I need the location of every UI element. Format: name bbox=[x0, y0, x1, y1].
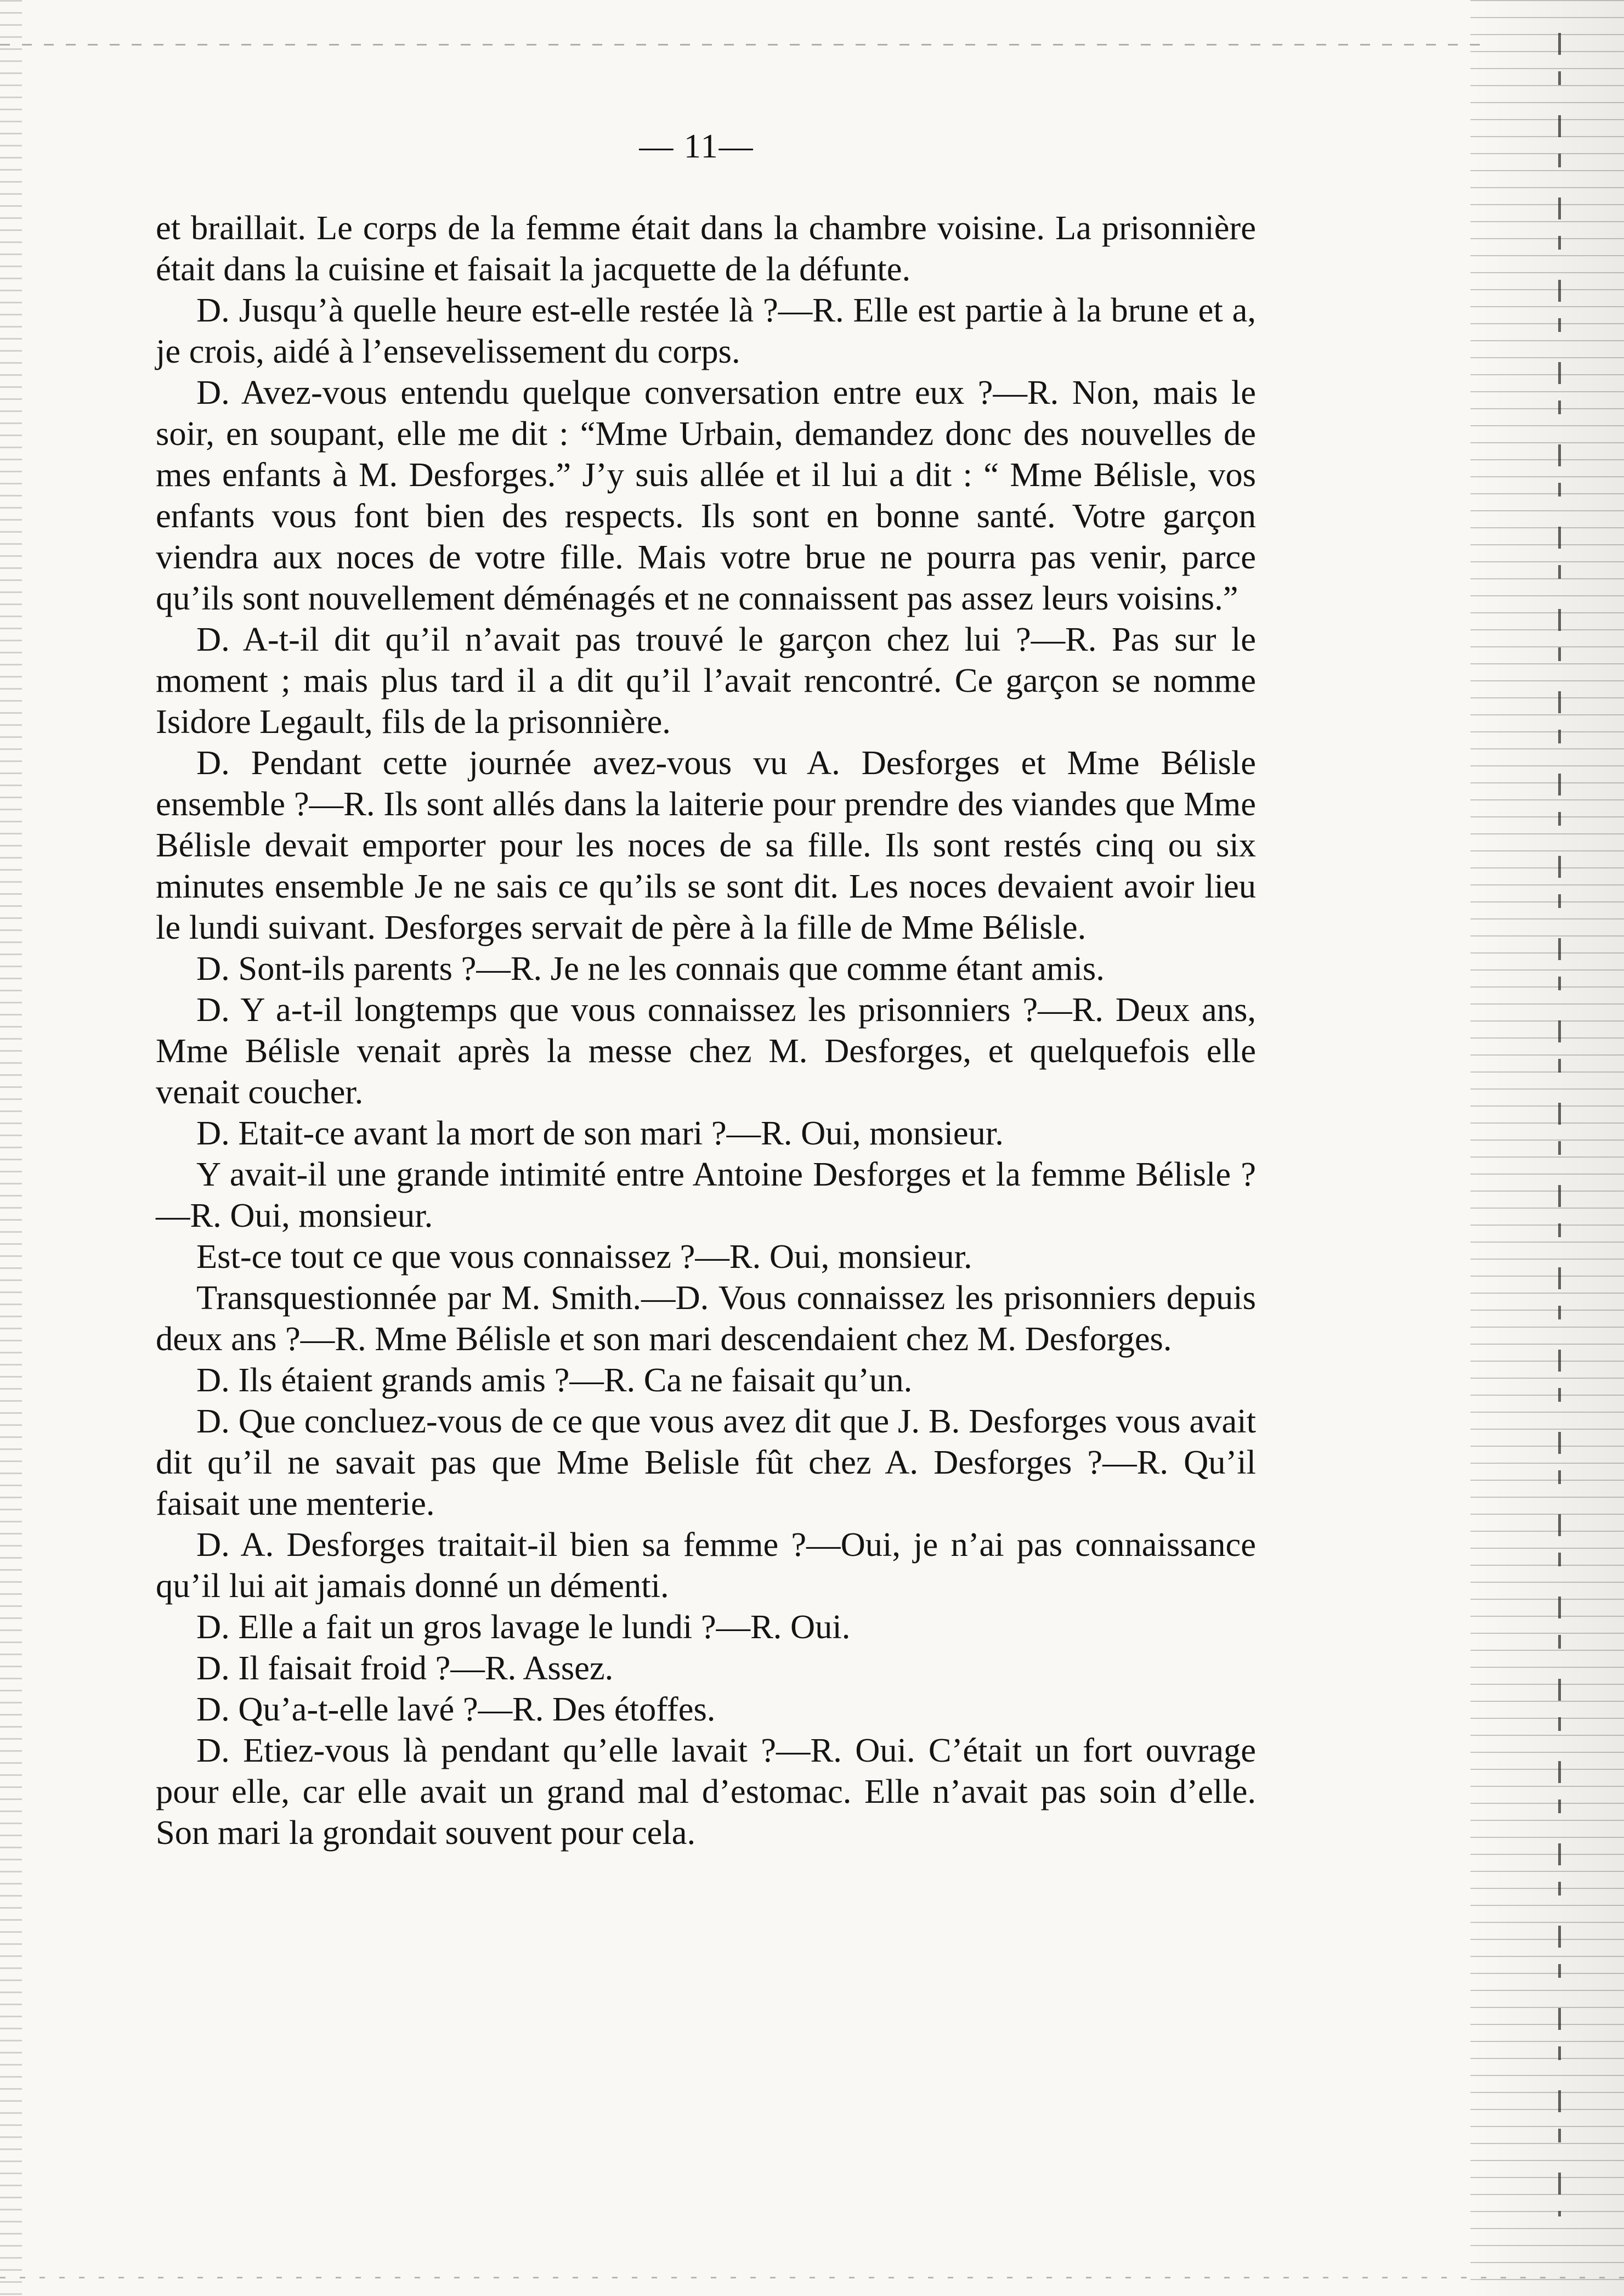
paragraph: D. Qu’a-t-elle lavé ?—R. Des étoffes. bbox=[196, 1690, 716, 1728]
paragraph: D. Sont-ils parents ?—R. Je ne les connais que comme étant amis. bbox=[196, 949, 1105, 988]
paragraph: D. Etait-ce avant la mort de son mari ?—R. Oui, monsieur. bbox=[196, 1114, 1004, 1152]
paragraph: D. A-t-il dit qu’il n’avait pas trouvé le garçon chez lui ?—R. Pas sur le moment ; mais plus tard il a dit qu’il l’avait rencontré. Ce garçon se nomme Isidore Legault, fils de la prisonnière. bbox=[156, 620, 1256, 741]
paragraph: Est-ce tout ce que vous connaissez ?—R. Oui, monsieur. bbox=[196, 1237, 972, 1276]
paragraph: D. Y a-t-il longtemps que vous connaissez les prisonniers ?—R. Deux ans, Mme Bélisle venait après la messe chez M. Desforges, et quelquefois elle venait coucher. bbox=[156, 990, 1256, 1111]
scan-bottom-noise bbox=[0, 2277, 1624, 2278]
paragraph: D. Etiez-vous là pendant qu’elle lavait ?—R. Oui. C’était un fort ouvrage pour elle, car elle avait un grand mal d’estomac. Elle n’avait pas soin d’elle. Son mari la grondait souvent pour cela. bbox=[156, 1731, 1256, 1852]
paragraph: Transquestionnée par M. Smith.—D. Vous connaissez les prisonniers depuis deux ans ?—R. Mme Bélisle et son mari descendaient chez M. Desforges. bbox=[156, 1278, 1256, 1358]
paragraph: D. Que concluez-vous de ce que vous avez dit que J. B. Desforges vous avait dit qu’il ne savait pas que Mme Belisle fût chez A. Desforges ?—R. Qu’il faisait une menterie. bbox=[156, 1402, 1256, 1522]
body-text bbox=[156, 207, 1256, 1853]
scan-left-edge bbox=[0, 0, 22, 2296]
paragraph: D. Pendant cette journée avez-vous vu A. Desforges et Mme Bélisle ensemble ?—R. Ils sont allés dans la laiterie pour prendre des viandes que Mme Bélisle devait emporter pour les noces de sa fille. Ils sont restés cinq ou six minutes ensemble Je ne sais ce qu’ils se sont dit. Les noces devaient avoir lieu le lundi suivant. Desforges servait de père à la fille de Mme Bélisle. bbox=[156, 743, 1256, 946]
paragraph: Y avait-il une grande intimité entre Antoine Desforges et la femme Bélisle ?—R. Oui, monsieur. bbox=[156, 1155, 1256, 1234]
paragraph: D. Elle a fait un gros lavage le lundi ?—R. Oui. bbox=[196, 1607, 851, 1646]
scan-top-noise bbox=[0, 44, 1481, 46]
page-number: — 11— bbox=[639, 128, 754, 165]
paragraph: D. A. Desforges traitait-il bien sa femme ?—Oui, je n’ai pas connaissance qu’il lui ait jamais donné un démenti. bbox=[156, 1525, 1256, 1605]
paragraph: et braillait. Le corps de la femme était dans la chambre voisine. La prisonnière était dans la cuisine et faisait la jacquette de la défunte. bbox=[156, 208, 1256, 288]
binding-edge-rule bbox=[1558, 33, 1561, 2216]
paragraph: D. Avez-vous entendu quelque conversation entre eux ?—R. Non, mais le soir, en soupant, elle me dit : “Mme Urbain, demandez donc des nouvelles de mes enfants à M. Desforges.” J’y suis allée et il lui a dit : “ Mme Bélisle, vos enfants vous font bien des respects. Ils sont en bonne santé. Votre garçon viendra aux noces de votre fille. Mais votre brue ne pourra pas venir, parce qu’ils sont nouvellement déménagés et ne connaissent pas assez leurs voisins.” bbox=[156, 373, 1256, 617]
paragraph: D. Jusqu’à quelle heure est-elle restée là ?—R. Elle est partie à la brune et a, je crois, aidé à l’ensevelissement du corps. bbox=[156, 291, 1256, 370]
scan-right-edge bbox=[1470, 0, 1624, 2296]
paragraph: D. Ils étaient grands amis ?—R. Ca ne faisait qu’un. bbox=[196, 1361, 913, 1399]
paragraph: D. Il faisait froid ?—R. Assez. bbox=[196, 1649, 614, 1687]
